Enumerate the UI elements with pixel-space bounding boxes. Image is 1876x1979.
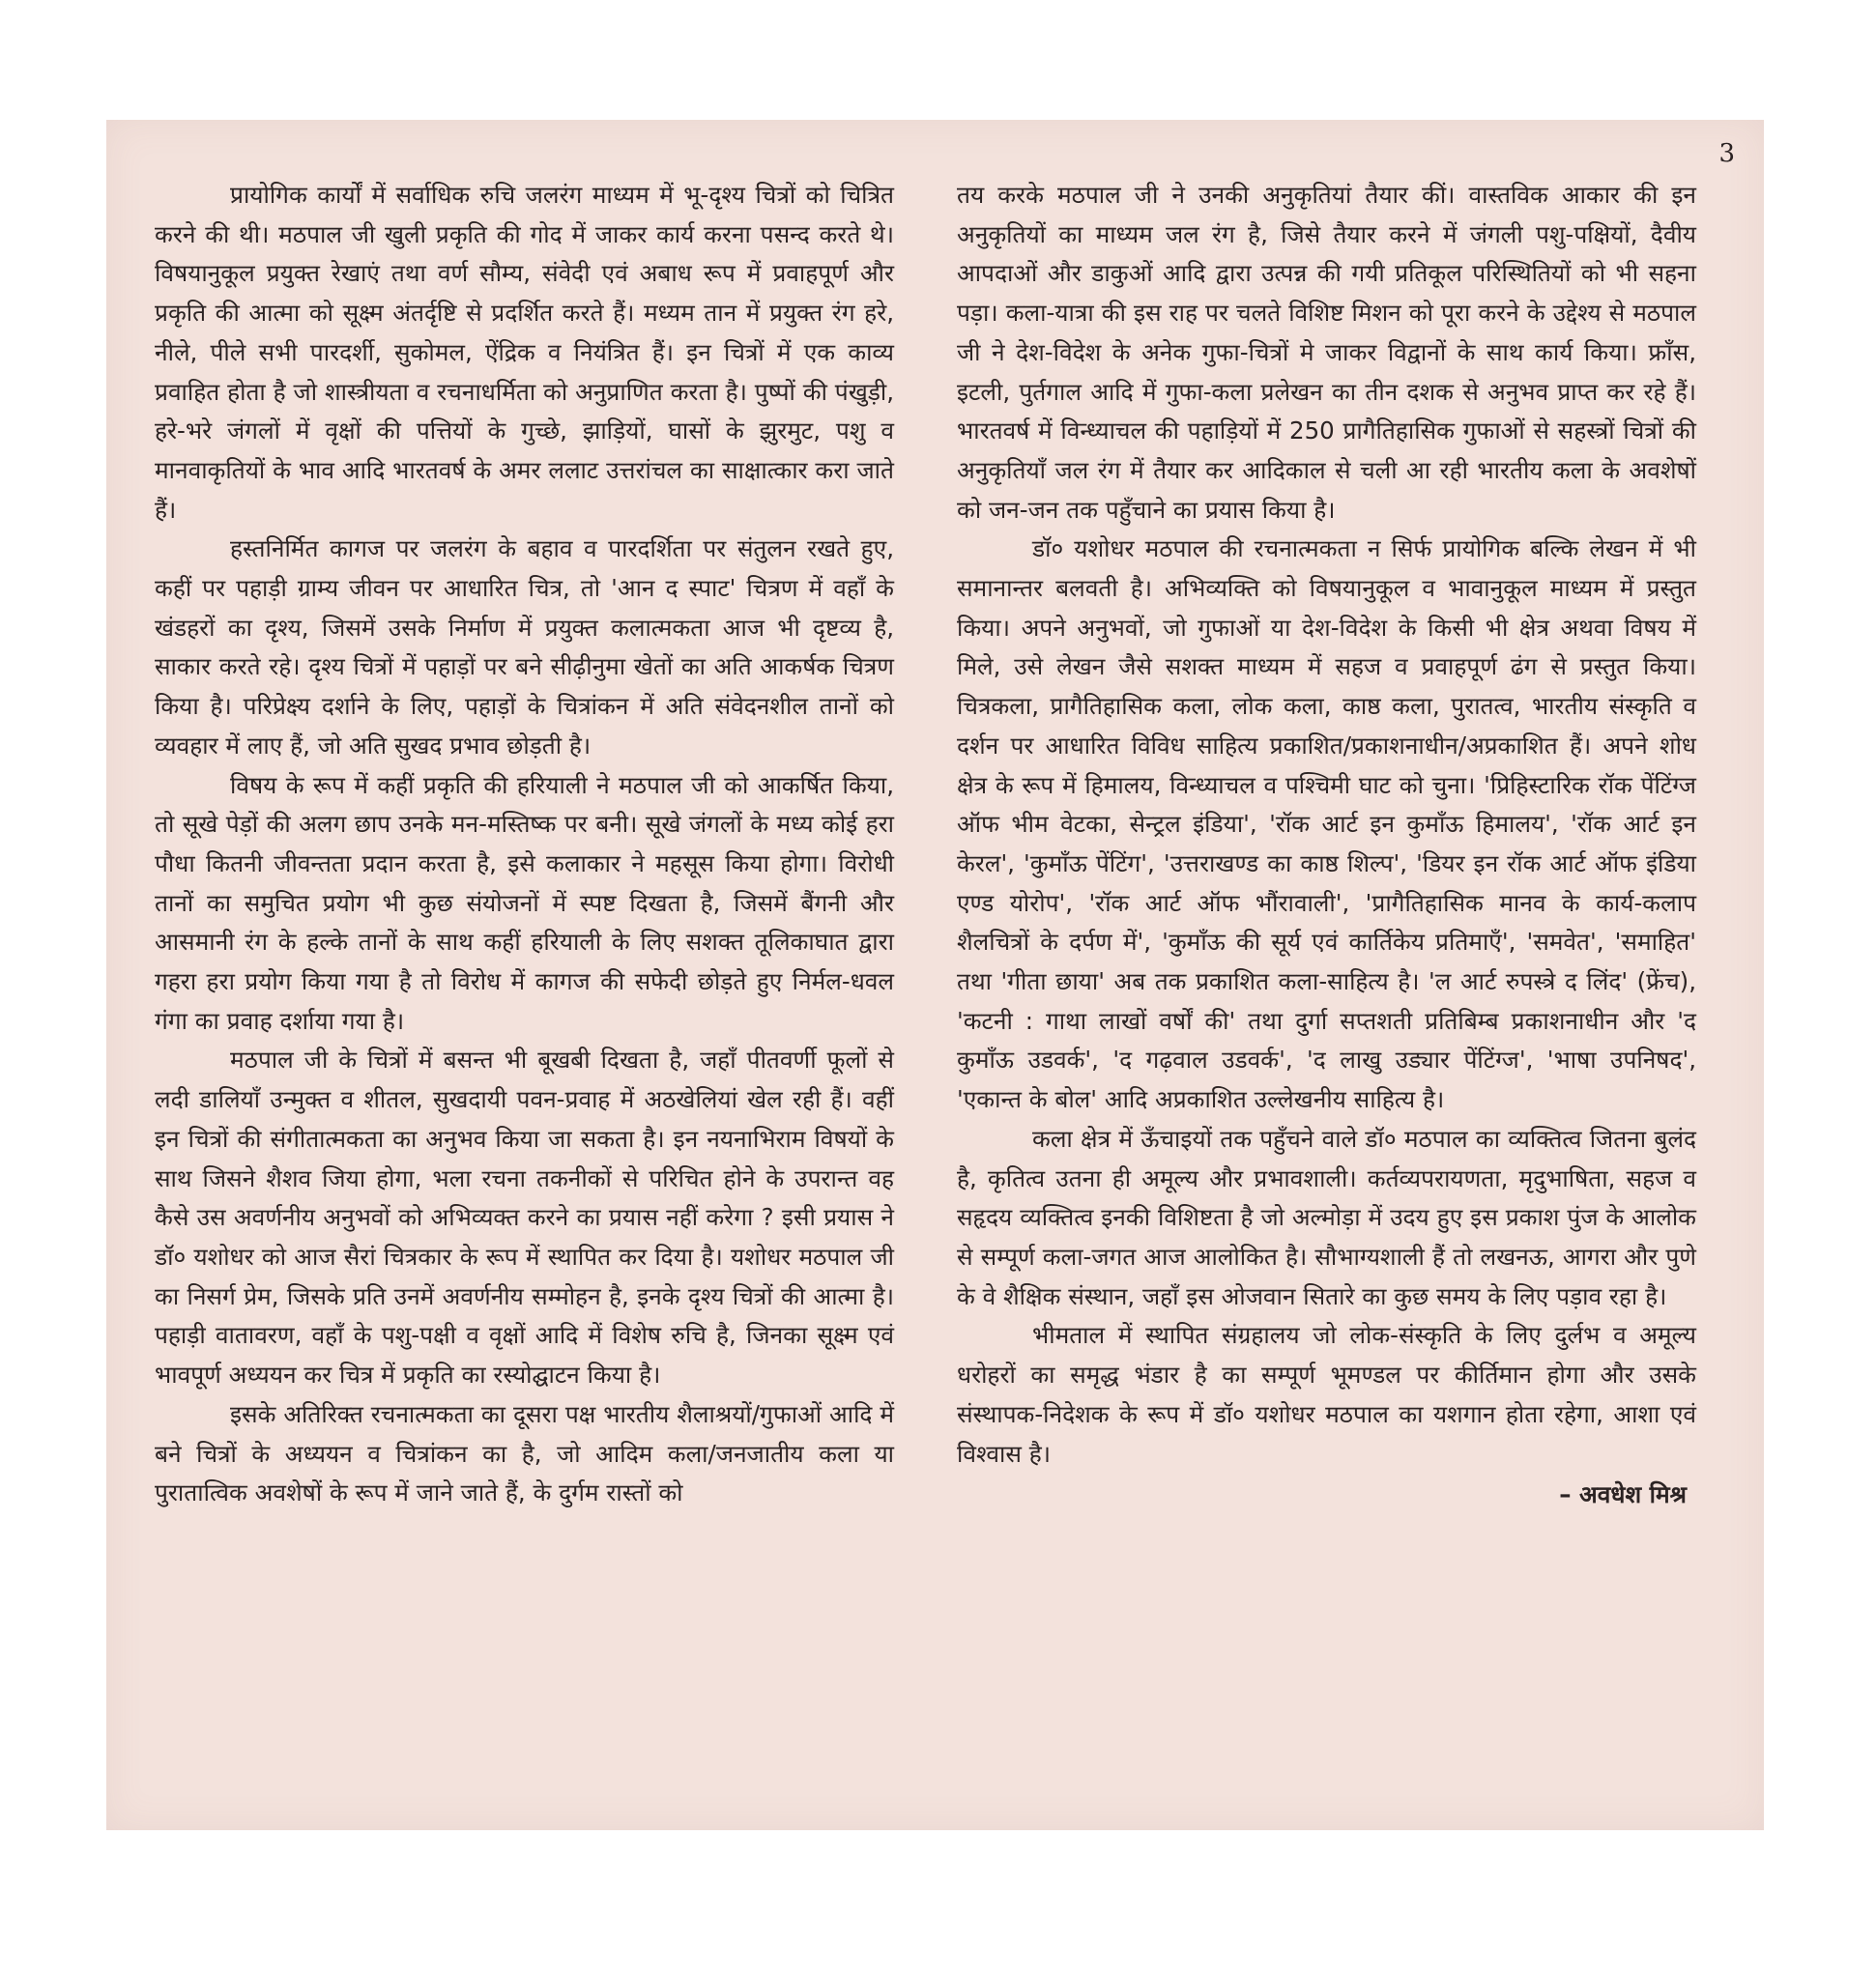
right-column — [957, 176, 1696, 1515]
paragraph-continuation: तय करके मठपाल जी ने उनकी अनुकृतियां तैयार कीं। वास्तविक आकार की इन अनुकृतियों का माध्यम जल रंग है, जिसे तैयार करने में जंगली पशु-पक्षियों, दैवीय आपदाओं और डाकुओं आदि द्वारा उत्पन्न की गयी प्रतिकूल परिस्थितियों को भी सहना पड़ा। कला-यात्रा की इस राह पर चलते विशिष्ट मिशन को पूरा करने के उद्देश्य से मठपाल जी ने देश-विदेश के अनेक गुफा-चित्रों मे जाकर विद्वानों के साथ कार्य किया। फ्राँस, इटली, पुर्तगाल आदि में गुफा-कला प्रलेखन का तीन दशक से अनुभव प्राप्त कर रहे हैं। भारतवर्ष में विन्ध्याचल की पहाड़ियों में 250 प्रागैतिहासिक गुफाओं से सहस्त्रों चित्रों की अनुकृतियाँ जल रंग में तैयार कर आदिकाल से चली आ रही भारतीय कला के अवशेषों को जन-जन तक पहुँचाने का प्रयास किया है। — [957, 181, 1696, 524]
paragraph: विषय के रूप में कहीं प्रकृति की हरियाली ने मठपाल जी को आकर्षित किया, तो सूखे पेड़ों की अलग छाप उनके मन-मस्तिष्क पर बनी। सूखे जंगलों के मध्य कोई हरा पौधा कितनी जीवन्तता प्रदान करता है, इसे कलाकार ने महसूस किया होगा। विरोधी तानों का समुचित प्रयोग भी कुछ संयोजनों में स्पष्ट दिखता है, जिसमें बैंगनी और आसमानी रंग के हल्के तानों के साथ कहीं हरियाली के लिए सशक्त तूलिकाघात द्वारा गहरा हरा प्रयोग किया गया है तो विरोध में कागज की सफेदी छोड़ते हुए निर्मल-धवल गंगा का प्रवाह दर्शाया गया है। — [155, 770, 894, 1035]
paragraph: हस्तनिर्मित कागज पर जलरंग के बहाव व पारदर्शिता पर संतुलन रखते हुए, कहीं पर पहाड़ी ग्राम्य जीवन पर आधारित चित्र, तो 'आन द स्पाट' चित्रण में वहाँ के खंडहरों का दृश्य, जिसमें उसके निर्माण में प्रयुक्त कलात्मकता आज भी दृष्टव्य है, साकार करते रहे। दृश्य चित्रों में पहाड़ों पर बने सीढ़ीनुमा खेतों का अति आकर्षक चित्रण किया है। परिप्रेक्ष्य दर्शाने के लिए, पहाड़ों के चित्रांकन में अति संवेदनशील तानों को व्यवहार में लाए हैं, जो अति सुखद प्रभाव छोड़ती है। — [155, 534, 894, 760]
paragraph: भीमताल में स्थापित संग्रहालय जो लोक-संस्कृति के लिए दुर्लभ व अमूल्य धरोहरों का समृद्ध भंडार है का सम्पूर्ण भूमण्डल पर कीर्तिमान होगा और उसके संस्थापक-निदेशक के रूप में डॉ० यशोधर मठपाल का यशगान होता रहेगा, आशा एवं विश्वास है। — [957, 1321, 1696, 1468]
paragraph: डॉ० यशोधर मठपाल की रचनात्मकता न सिर्फ प्रायोगिक बल्कि लेखन में भी समानान्तर बलवती है। अभिव्यक्ति को विषयानुकूल व भावानुकूल माध्यम में प्रस्तुत किया। अपने अनुभवों, जो गुफाओं या देश-विदेश के किसी भी क्षेत्र अथवा विषय में मिले, उसे लेखन जैसे सशक्त माध्यम में सहज व प्रवाहपूर्ण ढंग से प्रस्तुत किया। चित्रकला, प्रागैतिहासिक कला, लोक कला, काष्ठ कला, पुरातत्व, भारतीय संस्कृति व दर्शन पर आधारित विविध साहित्य प्रकाशित/प्रकाशनाधीन/अप्रकाशित हैं। अपने शोध क्षेत्र के रूप में हिमालय, विन्ध्याचल व पश्चिमी घाट को चुना। 'प्रिहिस्टारिक रॉक पेंटिंग्ज ऑफ भीम वेटका, सेन्ट्रल इंडिया', 'रॉक आर्ट इन कुमाँऊ हिमालय', 'रॉक आर्ट इन केरल', 'कुमाँऊ पेंटिंग', 'उत्तराखण्ड का काष्ठ शिल्प', 'डियर इन रॉक आर्ट ऑफ इंडिया एण्ड योरोप', 'रॉक आर्ट ऑफ भौंरावाली', 'प्रागैतिहासिक मानव के कार्य-कलाप शैलचित्रों के दर्पण में', 'कुमाँऊ की सूर्य एवं कार्तिकेय प्रतिमाएँ', 'समवेत', 'समाहित' तथा 'गीता छाया' अब तक प्रकाशित कला-साहित्य है। 'ल आर्ट रुपस्त्रे द लिंद' (फ्रेंच), 'कटनी : गाथा लाखों वर्षों की' तथा दुर्गा सप्तशती प्रतिबिम्ब प्रकाशनाधीन और 'द कुमाँऊ उडवर्क', 'द गढ़वाल उडवर्क', 'द लाखु उड्यार पेंटिंग्ज', 'भाषा उपनिषद', 'एकान्त के बोल' आदि अप्रकाशित उल्लेखनीय साहित्य है। — [957, 534, 1697, 1114]
book-page — [106, 120, 1764, 1830]
paragraph: कला क्षेत्र में ऊँचाइयों तक पहुँचने वाले डॉ० मठपाल का व्यक्तित्व जितना बुलंद है, कृतित्व उतना ही अमूल्य और प्रभावशाली। कर्तव्यपरायणता, मृदुभाषिता, सहज व सहृदय व्यक्तित्व इनकी विशिष्टता है जो अल्मोड़ा में उदय हुए इस प्रकाश पुंज के आलोक से सम्पूर्ण कला-जगत आज आलोकित है। सौभाग्यशाली हैं तो लखनऊ, आगरा और पुणे के वे शैक्षिक संस्थान, जहाँ इस ओजवान सितारे का कुछ समय के लिए पड़ाव रहा है। — [957, 1124, 1696, 1310]
paragraph: प्रायोगिक कार्यों में सर्वाधिक रुचि जलरंग माध्यम में भू-दृश्य चित्रों को चित्रित करने की थी। मठपाल जी खुली प्रकृति की गोद में जाकर कार्य करना पसन्द करते थे। विषयानुकूल प्रयुक्त रेखाएं तथा वर्ण सौम्य, संवेदी एवं अबाध रूप में प्रवाहपूर्ण और प्रकृति की आत्मा को सूक्ष्म अंतर्दृष्टि से प्रदर्शित करते हैं। मध्यम तान में प्रयुक्त रंग हरे, नीले, पीले सभी पारदर्शी, सुकोमल, ऐंद्रिक व नियंत्रित हैं। इन चित्रों में एक काव्य प्रवाहित होता है जो शास्त्रीयता व रचनाधर्मिता को अनुप्राणित करता है। पुष्पों की पंखुड़ी, हरे-भरे जंगलों में वृक्षों की पत्तियों के गुच्छे, झाड़ियों, घासों के झुरमुट, पशु व मानवाकृतियों के भाव आदि भारतवर्ष के अमर ललाट उत्तरांचल का साक्षात्कार करा जाते हैं। — [155, 181, 894, 524]
paragraph: मठपाल जी के चित्रों में बसन्त भी बूखबी दिखता है, जहाँ पीतवर्णी फूलों से लदी डालियाँ उन्मुक्त व शीतल, सुखदायी पवन-प्रवाह में अठखेलियां खेल रही हैं। वहीं इन चित्रों की संगीतात्मकता का अनुभव किया जा सकता है। इन नयनाभिराम विषयों के साथ जिसने शैशव जिया होगा, भला रचना तकनीकों से परिचित होने के उपरान्त वह कैसे उस अवर्णनीय अनुभवों को अभिव्यक्त करने का प्रयास नहीं करेगा ? इसी प्रयास ने डॉ० यशोधर को आज सैरां चित्रकार के रूप में स्थापित कर दिया है। यशोधर मठपाल जी का निसर्ग प्रेम, जिसके प्रति उनमें अवर्णनीय सम्मोहन है, इनके दृश्य चित्रों की आत्मा है। पहाड़ी वातावरण, वहाँ के पशु-पक्षी व वृक्षों आदि में विशेष रुचि है, जिनका सूक्ष्म एवं भावपूर्ण अध्ययन कर चित्र में प्रकृति का रस्योद्घाटन किया है। — [155, 1046, 894, 1390]
author-signature: – अवधेश मिश्र — [1559, 1480, 1687, 1509]
left-column — [155, 176, 894, 1513]
page-number: 3 — [1718, 139, 1735, 168]
paragraph: इसके अतिरिक्त रचनात्मकता का दूसरा पक्ष भारतीय शैलाश्रयों/गुफाओं आदि में बने चित्रों के अध्ययन व चित्रांकन का है, जो आदिम कला/जनजातीय कला या पुरातात्विक अवशेषों के रूप में जाने जाते हैं, के दुर्गम रास्तों को — [155, 1399, 894, 1507]
